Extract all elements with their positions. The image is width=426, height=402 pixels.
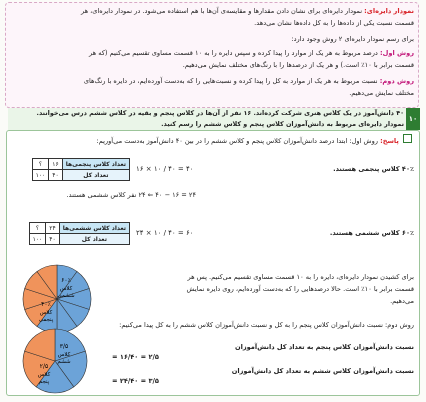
pie1-sixth-word2: ششمی xyxy=(57,293,75,299)
methods-intro: برای رسم نمودار دایره‌ای ۲ روش وجود دارد: xyxy=(291,35,414,43)
sixth-grade-table xyxy=(29,222,130,245)
table1-row-label: تعداد کل xyxy=(62,170,129,181)
pie2-fifth-ratio: ۲/۵ xyxy=(39,363,49,370)
solution-label: پاسخ: xyxy=(380,137,399,145)
method1-label: روش اول: xyxy=(379,49,414,57)
method2-intro: روش دوم: نسبت دانش‌آموزان کلاس پنجم را به کل و نسبت دانش‌آموزان کلاس ششم را به کل پیدا می‌کنیم: xyxy=(119,321,414,329)
fifth-grade-table xyxy=(32,158,130,181)
solution-method1-line xyxy=(96,134,412,146)
check-icon xyxy=(403,134,412,143)
table1-value-1: ۱۶ xyxy=(49,159,62,170)
pie1-fifth-word1: کلاس xyxy=(39,310,53,316)
method2-line-2: مختلف نمایش می‌دهیم. xyxy=(349,89,414,97)
pie1-fifth-word2: پنجمی xyxy=(38,317,54,323)
ratio-fifth-label: نسبت دانش‌آموزان کلاس پنجم به تعداد کل دانش‌آموزان xyxy=(234,343,414,351)
table2-value-1: ۲۴ xyxy=(46,223,59,234)
fifth-percent-result: ۴۰٪ کلاس پنجمی هستند. xyxy=(333,165,414,173)
table1-total-1: ۴۰ xyxy=(49,170,62,181)
pie-chart-ratio xyxy=(20,326,90,396)
method1-line-2: قسمت برابر با ۱۰٪ است.) و هر یک از درصدها را با رنگ‌های مختلف نمایش می‌دهیم. xyxy=(182,61,414,69)
pie-definition-text-1: نمودار دایره‌ای برای نشان دادن مقدارها و مقایسه‌ی آن‌ها با هم استفاده می‌شود. در نمودار دایره‌ای، هر xyxy=(80,7,363,15)
question-line-2: نمودار دایره‌ای مربوط به دانش‌آموزان کلاس پنجم و کلاس ششم را رسم کنید. xyxy=(161,120,404,128)
method2-label: روش دوم: xyxy=(379,77,414,85)
pie-definition-line-2: قسمت نسبت یکی از داده‌ها را به کل داده‌ها نشان می‌دهد. xyxy=(254,19,414,27)
table1-header: تعداد کلاس پنجمی‌ها xyxy=(62,159,129,170)
question-line-1: ۴۰ دانش‌آموز در یک کلاس هنری شرکت کرده‌اند. ۱۶ نفر از آن‌ها در کلاس پنجم و بقیه در کلاس ششم درس می‌خوانند. xyxy=(36,109,404,117)
ratio-fifth-equation: = ۱۶/۴۰ = ۲/۵ xyxy=(112,353,159,361)
division-line-3: می‌دهیم. xyxy=(390,297,414,305)
pie2-sixth-word2: ششم xyxy=(57,359,71,365)
question-number: ۱۰ xyxy=(406,108,420,130)
pie1-sixth-word1: کلاس xyxy=(59,286,73,292)
table2-value-2: ؟ xyxy=(29,223,46,234)
pie-definition-label: نمودار دایره‌ای: xyxy=(364,7,414,15)
table2-total-1: ۴۰ xyxy=(46,234,59,245)
pie2-fifth-word1: کلاس xyxy=(37,372,51,378)
sixth-percent-result: ۶۰٪ کلاس ششمی هستند. xyxy=(329,229,414,237)
pie2-sixth-ratio: ۳/۵ xyxy=(59,343,69,350)
table2-row-label: تعداد کل xyxy=(59,234,129,245)
pie-chart-percent xyxy=(20,262,94,336)
division-line-2: قسمت برابر با ۱۰٪ است. حالا درصدهایی را که به‌دست آورده‌ایم، روی دایره نمایش xyxy=(186,285,414,293)
table1-value-2: ؟ xyxy=(32,159,49,170)
pie2-sixth-word1: کلاس xyxy=(57,352,71,358)
method2-text-1: نسبت مربوط به هر یک از موارد به کل را پیدا کرده و نسبت‌هایی را که به‌دست آورده‌ایم، در دایره با رنگ‌های xyxy=(83,77,378,85)
ratio-sixth-label: نسبت دانش‌آموزان کلاس ششم به تعداد کل دانش‌آموزان xyxy=(231,367,414,375)
table2-header: تعداد کلاس ششمی‌ها xyxy=(59,223,129,234)
pie-definition-line-1 xyxy=(12,6,414,16)
pie1-fifth-percent: ۴۰٪ xyxy=(41,301,51,308)
division-line-1: برای کشیدن نمودار دایره‌ای، دایره را به ۱۰ قسمت مساوی تقسیم می‌کنیم. پس هر xyxy=(187,273,414,281)
pie2-fifth-word2: پنجم xyxy=(38,379,50,385)
pie1-sixth-percent: ۶۰٪ xyxy=(61,277,71,284)
ratio-sixth-equation: = ۲۴/۴۰ = ۳/۵ xyxy=(112,377,159,385)
method2-line-1 xyxy=(84,76,414,86)
sixth-calculation: ۲۴ × ۱۰ / ۴۰ = ۶۰ xyxy=(136,229,194,237)
table2-total-2: ۱۰۰ xyxy=(29,234,46,245)
method1-text-1: درصد مربوط به هر یک از موارد را پیدا کرده و سپس دایره را به ۱۰ قسمت مساوی تقسیم می‌کنیم (که هر xyxy=(89,49,378,57)
table1-total-2: ۱۰۰ xyxy=(32,170,49,181)
method1-line-1 xyxy=(89,48,414,58)
solution-method1-intro: روش اول: ابتدا درصد دانش‌آموزان کلاس پنجم و کلاس ششم را در بین ۴۰ دانش‌آموز به‌دست می‌آوریم: xyxy=(96,137,378,145)
fifth-calculation: ۱۶ × ۱۰ / ۴۰ = ۴۰ xyxy=(136,165,194,173)
sixth-count-line: ۲۴ = ۱۶ − ۴۰ ⇐ ۲۴ نفر کلاس ششمی هستند. xyxy=(66,191,196,199)
